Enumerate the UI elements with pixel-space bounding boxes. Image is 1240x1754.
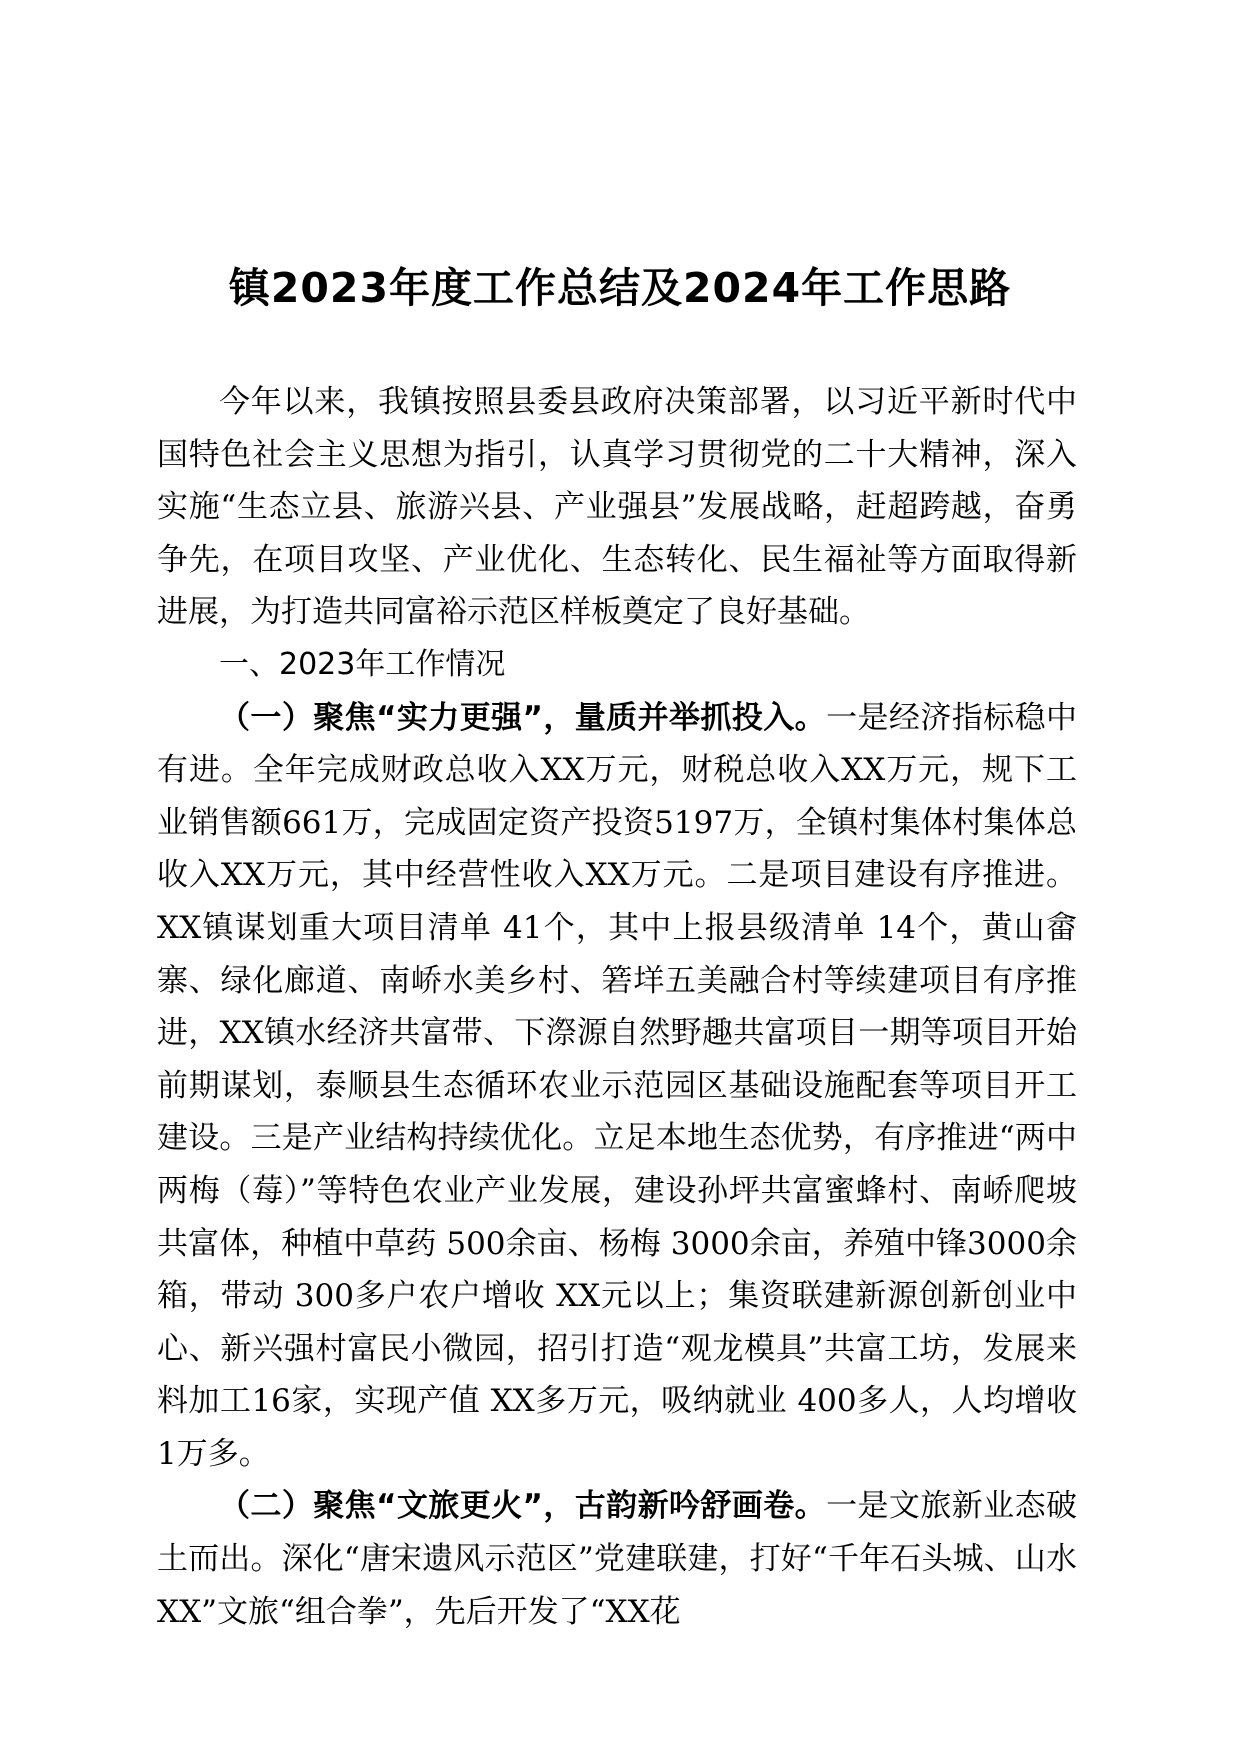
document-body [157, 376, 1077, 1638]
subsection-text: 一是文旅新业态破土而出。深化“唐宋遗风示范区”党建联建，打好“千年石头城、山水XX”文旅“组合拳”，先后开发了“XX花 [157, 1488, 1078, 1630]
subsection-text: 一是经济指标稳中有进。全年完成财政总收入XX万元，财税总收入XX万元，规下工业销售额661万，完成固定资产投资5197万，全镇村集体村集体总收入XX万元，其中经营性收入XX万元。二是项目建设有序推进。XX镇谋划重大项目清单 41个，其中上报县级清单 14个，黄山畲寨、绿化廊道、南峤水美乡村、箬垟五美融合村等续建项目有序推进，XX镇水经济共富带、下漈源自然野趣共富项目一期等项目开始前期谋划，泰顺县生态循环农业示范园区基础设施配套等项目开工建设。三是产业结构持续优化。立足本地生态优势，有序推进“两中两梅（莓）”等特色农业产业发展，建设孙坪共富蜜蜂村、南峤爬坡共富体，种植中草药 500余亩、杨梅 3000余亩，养殖中锋3000余箱，带动 300多户农户增收 XX元以上；集资联建新源创新创业中心、新兴强村富民小微园，招引打造“观龙模具”共富工坊，发展来料加工16家，实现产值 XX多万元，吸纳就业 400多人，人均增收1万多。 [157, 699, 1078, 1472]
document-title: 镇2023年度工作总结及2024年工作思路 [228, 264, 1012, 312]
intro-paragraph: 今年以来，我镇按照县委县政府决策部署，以习近平新时代中国特色社会主义思想为指引，认真学习贯彻党的二十大精神，深入实施“生态立县、旅游兴县、产业强县”发展战略，赶超跨越，奋勇争先，在项目攻坚、产业优化、生态转化、民生福祉等方面取得新进展，为打造共同富裕示范区样板奠定了良好基础。 [157, 384, 1077, 631]
subsection-paragraph [157, 1480, 1077, 1638]
section-heading: 一、2023年工作情况 [219, 646, 506, 682]
subsection-heading: （二）聚焦“文旅更火”，古韵新吟舒画卷。 [219, 1488, 827, 1525]
subsection-paragraph [157, 692, 1077, 1481]
subsection-heading: （一）聚焦“实力更强”，量质并举抓投入。 [219, 699, 827, 736]
